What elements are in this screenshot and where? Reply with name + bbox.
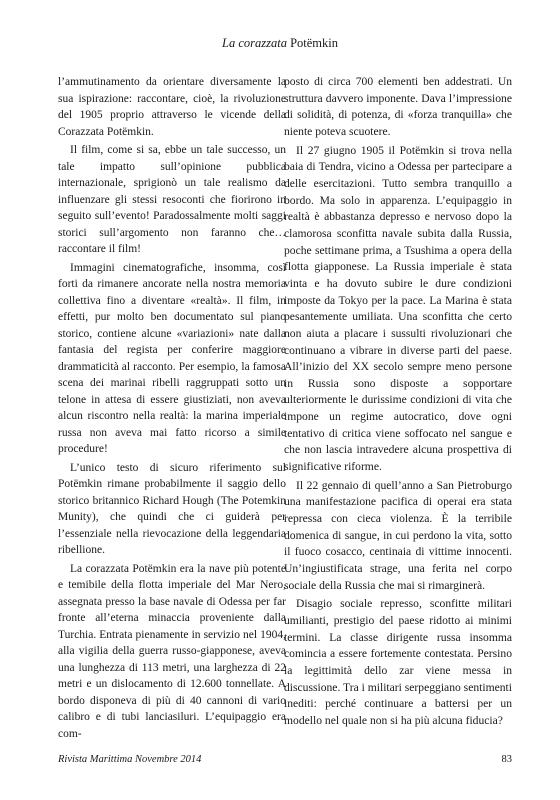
left-paragraph-4: L’unico testo di sicuro riferimento sul Potëmkin rimane probabilmente il saggio dello storico britannico Richard Hough (The Potemkin Munity), che quindi che ci guiderà per l’essenziale nella rievocazione della leggendaria ribellione. bbox=[58, 461, 286, 556]
right-paragraph-4: Disagio sociale represso, sconfitte militari umilianti, prestigio del paese ridotto ai minimi termini. La classe dirigente russa insomma comincia a essere fortemente contestata. Persino la legittimità dello zar viene messa in discussione. Tra i militari serpeggiano sentimenti inediti: perché continuare a battersi per un modello nel quale non si ha più alcuna fiducia? bbox=[284, 597, 512, 727]
footer-journal-title: Rivista Marittima Novembre 2014 bbox=[58, 754, 202, 765]
running-header bbox=[0, 36, 560, 51]
right-paragraph-2: Il 27 giugno 1905 il Potëmkin si trova nella baia di Tendra, vicino a Odessa per partecipare a delle esercitazioni. Tutto sembra tranquillo a bordo. Ma solo in apparenza. L’equipaggio in realtà è abbastanza depresso e nervoso dopo la clamorosa sconfitta navale subita dalla Russia, poche settimane prima, a Tsushima a opera della flotta giapponese. La Russia imperiale è stata vinta e ha dovuto subire le dure condizioni imposte da Tokyo per la pace. La Marina è stata pesantemente umiliata. Una sconfitta che certo non aiuta a placare i sussulti rivoluzionari che continuano a vibrare in diverse parti del paese. All’inizio del XX secolo sempre meno persone in Russia sono disposte a sopportare ulteriormente le durissime condizioni di vita che impone un regime autocratico, dove ogni tentativo di critica viene soffocato nel sangue e che non lascia intravedere alcuna prospettiva di significative riforme. bbox=[284, 143, 512, 474]
running-header-title: La corazzata bbox=[222, 36, 291, 50]
right-paragraph-3: Il 22 gennaio di quell’anno a San Pietroburgo una manifestazione pacifica di operai era stata repressa con cieca violenza. È la terribile domenica di sangue, in cui perdono la vita, sotto il fuoco cosacco, centinaia di vittime innocenti. Un’ingiustificata strage, una ferita nel corpo sociale della Russia che mai si rimarginerà. bbox=[284, 478, 512, 592]
left-paragraph-1: l’ammutinamento da orientare diversamente la sua ispirazione: raccontare, cioè, la rivoluzione del 1905 proprio attraverso le vicende della Corazzata Potëmkin. bbox=[58, 76, 286, 138]
left-column bbox=[58, 74, 286, 742]
left-paragraph-2: Il film, come si sa, ebbe un tale successo, un tale impatto sull’opinione pubblica internazionale, sprigionò un tale realismo da influenzare gli stessi resoconti che fiorirono in seguito sull’evento! Paradossalmente molti saggi storici sull’argomento non faranno che… raccontare il film! bbox=[58, 144, 286, 255]
left-paragraph-3: Immagini cinematografiche, insomma, così forti da rimanere ancorate nella nostra memoria collettiva fino a diventare «realtà». Il film, in effetti, pur molto ben documentato sul piano storico, contiene alcune «variazioni» nate dalla fantasia del regista per conferire maggiore drammaticità al racconto. Per esempio, la famosa scena dei marinai ribelli raggruppati sotto un telone in attesa di essere giustiziati, non aveva alcun riscontro nella realtà: la marina imperiale russa non aveva mai fatto ricorso a simile procedure! bbox=[58, 261, 286, 455]
right-column bbox=[284, 74, 512, 730]
running-header-ship-name: Potëmkin bbox=[290, 36, 338, 50]
page-number: 83 bbox=[501, 754, 512, 765]
page-footer bbox=[58, 754, 512, 765]
left-paragraph-5: La corazzata Potëmkin era la nave più potente e temibile della flotta imperiale del Mar Nero, assegnata presso la base navale di Odessa per far fronte all’eterna minaccia proveniente dalla Turchia. Entrata pienamente in servizio nel 1904, alla vigilia della guerra russo-giapponese, aveva una lunghezza di 113 metri, una larghezza di 22 metri e un dislocamento di 12.600 tonnellate. A bordo disponeva di più di 40 cannoni di vario calibro e di tubi lanciasiluri. L’equipaggio era com- bbox=[58, 562, 286, 740]
right-paragraph-1: posto di circa 700 elementi ben addestrati. Un struttura davvero imponente. Dava l’impressione di solidità, di potenza, di «forza tranquilla» che niente poteva scuotere. bbox=[284, 75, 512, 138]
